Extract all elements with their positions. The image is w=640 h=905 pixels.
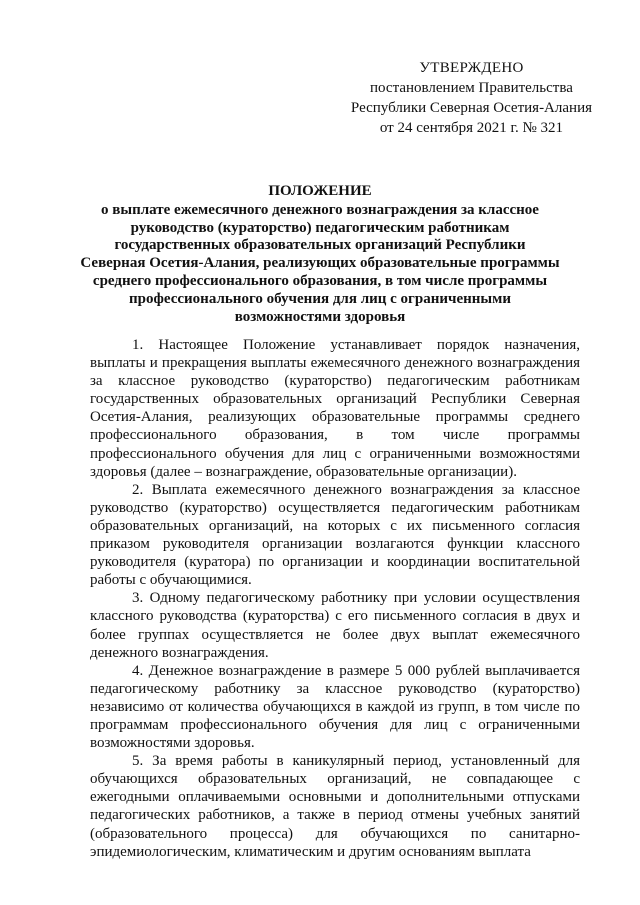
subtitle-line: руководство (кураторство) педагогическим работникам: [130, 219, 510, 236]
approval-block: [351, 58, 592, 138]
document-body: [90, 336, 580, 861]
subtitle-line: профессионального обучения для лиц с ограниченными: [129, 290, 511, 307]
subtitle-line: возможностями здоровья: [234, 308, 406, 325]
approval-heading: УТВЕРЖДЕНО: [419, 60, 524, 76]
paragraph-3: 3. Одному педагогическому работнику при условии осуществления классного руководства (кураторства) с его письменного согласия в двух и более группах осуществляется не более двух выплат ежемесячного денежного вознаграждения.: [90, 590, 580, 661]
subtitle-line: о выплате ежемесячного денежного вознаграждения за классное: [101, 201, 539, 218]
approval-line: постановлением Правительства: [370, 80, 573, 96]
document-title: ПОЛОЖЕНИЕ: [268, 183, 372, 199]
document-title-block: [70, 183, 570, 326]
subtitle-line: государственных образовательных организаций Республики: [114, 237, 526, 254]
approval-date: от 24 сентября 2021 г. № 321: [379, 120, 564, 136]
paragraph-1: 1. Настоящее Положение устанавливает порядок назначения, выплаты и прекращения выплаты ежемесячного денежного вознаграждения за классное руководство (кураторство) педагогическим работникам государственных образовательных организаций Республики Северная Осетия-Алания, реализующих образовательные программы среднего профессионального образования, в том числе программы профессионального обучения для лиц с ограниченными возможностями здоровья (далее – вознаграждение, образовательные организации).: [90, 337, 580, 480]
paragraph-4: 4. Денежное вознаграждение в размере 5 000 рублей выплачивается педагогическому работнику за классное руководство (кураторство) независимо от количества обучающихся в каждой из групп, в том числе по программам профессионального обучения для лиц с ограниченными возможностями здоровья.: [90, 662, 580, 752]
paragraph-5: 5. За время работы в каникулярный период, установленный для обучающихся образовательных организаций, не совпадающее с ежегодными оплачиваемыми основными и дополнительными отпусками педагогических работников, а также в период отмены учебных занятий (образовательного процесса) для обучающихся по санитарно-эпидемиологическим, климатическим и другим основаниям выплата: [90, 753, 580, 860]
subtitle-line: Северная Осетия-Алания, реализующих образовательные программы: [80, 255, 560, 272]
approval-line: Республики Северная Осетия-Алания: [350, 100, 592, 116]
subtitle-line: среднего профессионального образования, в том числе программы: [92, 272, 548, 289]
paragraph-2: 2. Выплата ежемесячного денежного вознаграждения за классное руководство (кураторство) осуществляется педагогическим работникам образовательных организаций, на которых с их письменного согласия приказом руководителя организации возлагаются функции классного руководителя (куратора) по организации и координации воспитательной работы с обучающимися.: [90, 481, 580, 589]
